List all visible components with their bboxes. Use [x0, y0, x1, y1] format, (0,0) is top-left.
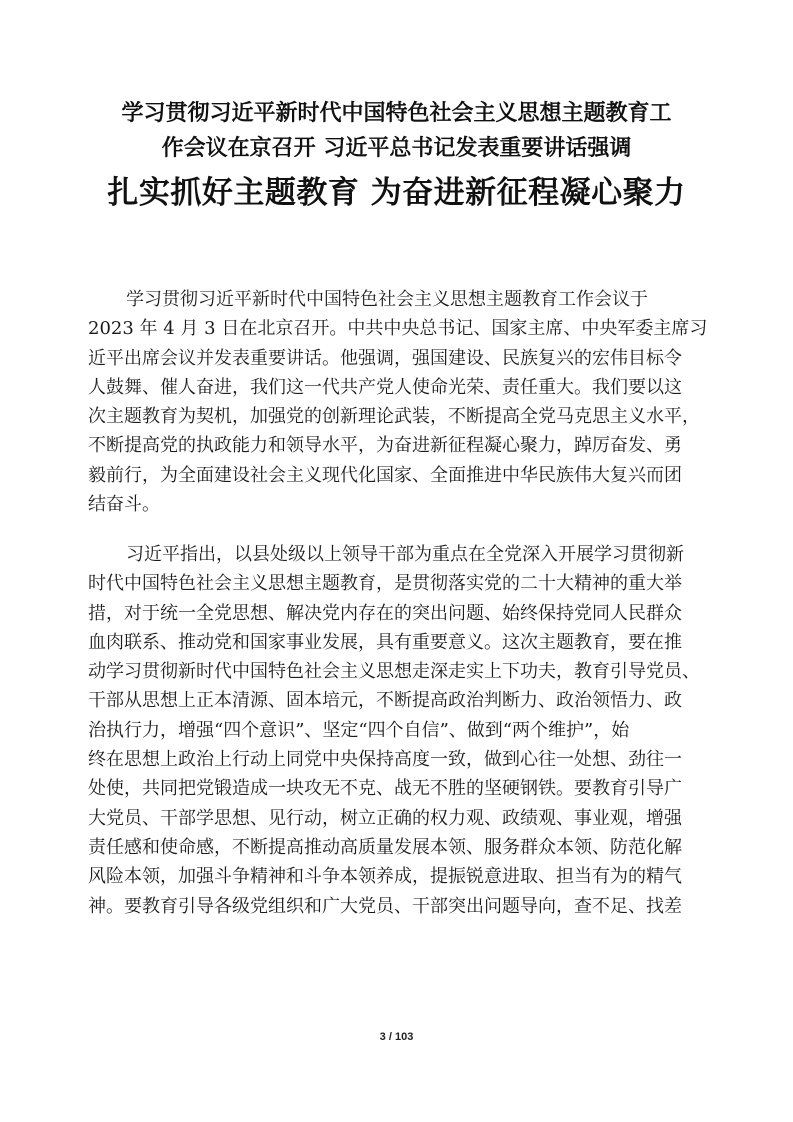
paragraph-line: 责任感和使命感，不断提高推动高质量发展本领、服务群众本领、防范化解	[88, 836, 682, 858]
paragraph-line: 治执行力，增强“四个意识”、坚定“四个自信”、做到“两个维护”，始	[88, 719, 630, 741]
paragraph-line: 血肉联系、推动党和国家事业发展，具有重要意义。这次主题教育，要在推	[88, 631, 682, 653]
paragraph-line: 学习贯彻习近平新时代中国特色社会主义思想主题教育工作会议于	[126, 289, 648, 310]
paragraph-line: 措，对于统一全党思想、解决党内存在的突出问题、始终保持党同人民群众	[88, 602, 682, 624]
paragraph-line: 终在思想上政治上行动上同党中央保持高度一致，做到心往一处想、劲往一	[88, 749, 682, 771]
body-paragraph-2	[88, 540, 718, 921]
paragraph-line: 近平出席会议并发表重要讲话。他强调，强国建设、民族复兴的宏伟目标令	[88, 347, 682, 369]
paragraph-line: 神。要教育引导各级党组织和广大党员、干部突出问题导向，查不足、找差	[88, 895, 682, 917]
paragraph-line: 大党员、干部学思想、见行动，树立正确的权力观、政绩观、事业观，增强	[88, 807, 682, 829]
paragraph-line: 习近平指出，以县处级以上领导干部为重点在全党深入开展学习贯彻新	[126, 544, 684, 565]
headline-main-title	[60, 170, 733, 216]
paragraph-line: 风险本领，加强斗争精神和斗争本领养成，提振锐意进取、担当有为的精气	[88, 866, 682, 888]
paragraph-line: 毅前行，为全面建设社会主义现代化国家、全面推进中华民族伟大复兴而团	[88, 464, 682, 486]
main-title-text: 扎实抓好主题教育 为奋进新征程凝心聚力	[107, 175, 686, 211]
headline-intro-line: 作会议在京召开 习近平总书记发表重要讲话强调	[161, 135, 632, 161]
body-paragraph-1	[88, 285, 718, 519]
paragraph-line: 处使，共同把党锻造成一块攻无不克、战无不胜的坚硬钢铁。要教育引导广	[88, 778, 682, 800]
paragraph-line: 人鼓舞、催人奋进，我们这一代共产党人使命光荣、责任重大。我们要以这	[88, 376, 682, 398]
paragraph-line: 2023 年 4 月 3 日在北京召开。中共中央总书记、国家主席、中央军委主席习	[88, 318, 708, 340]
paragraph-line: 次主题教育为契机，加强党的创新理论武装，不断提高全党马克思主义水平，	[88, 406, 700, 428]
page-number: 3 / 103	[379, 1031, 414, 1043]
paragraph-line: 时代中国特色社会主义思想主题教育，是贯彻落实党的二十大精神的重大举	[88, 573, 682, 595]
headline-intro-line: 学习贯彻习近平新时代中国特色社会主义思想主题教育工	[121, 100, 672, 126]
paragraph-line: 干部从思想上正本清源、固本培元，不断提高政治判断力、政治领悟力、政	[88, 690, 682, 712]
paragraph-line: 动学习贯彻新时代中国特色社会主义思想走深走实上下功夫，教育引导党员、	[88, 661, 700, 683]
paragraph-line: 结奋斗。	[88, 494, 160, 516]
headline-intro	[60, 96, 733, 166]
paragraph-line: 不断提高党的执政能力和领导水平，为奋进新征程凝心聚力，踔厉奋发、勇	[88, 435, 682, 457]
